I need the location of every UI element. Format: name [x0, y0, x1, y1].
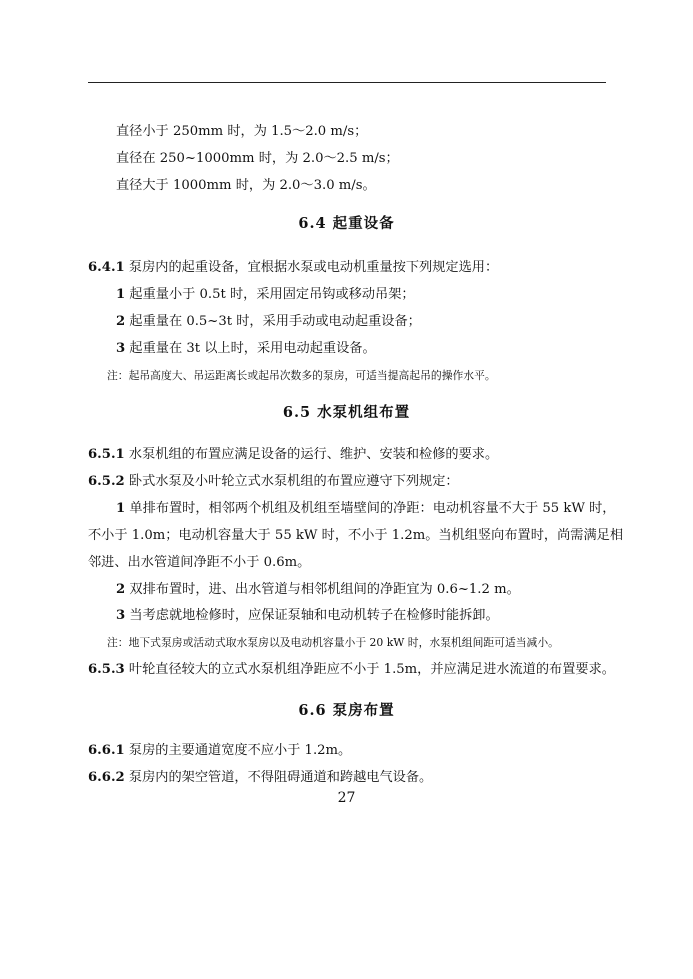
item-number: 2	[116, 582, 126, 597]
flow-speed-line-1: 直径小于 250mm 时，为 1.5～2.0 m/s；	[116, 124, 368, 139]
list-item	[116, 607, 499, 625]
item-text: 双排布置时，进、出水管道与相邻机组间的净距宜为 0.6~1.2 m。	[129, 582, 520, 597]
list-item	[116, 340, 376, 358]
list-item	[116, 581, 520, 599]
header-rule	[88, 82, 606, 83]
clause-6-6-2	[88, 769, 432, 787]
note-6-4: 注：起吊高度大、吊运距离长或起吊次数多的泵房，可适当提高起吊的操作水平。	[107, 369, 496, 382]
clause-text: 卧式水泵及小叶轮立式水泵机组的布置应遵守下列规定：	[128, 474, 459, 489]
list-item-continuation: 邻进、出水管道间净距不小于 0.6m。	[88, 555, 311, 570]
item-text: 起重量在 3t 以上时，采用电动起重设备。	[129, 341, 376, 356]
item-number: 1	[116, 287, 126, 302]
clause-number: 6.5.1	[88, 447, 125, 462]
item-number: 1	[116, 501, 126, 516]
clause-6-5-1	[88, 446, 498, 464]
flow-speed-line-2: 直径在 250~1000mm 时，为 2.0～2.5 m/s；	[116, 151, 399, 166]
clause-text: 泵房内的架空管道，不得阻碍通道和跨越电气设备。	[128, 770, 433, 785]
clause-6-5-3	[88, 661, 615, 679]
flow-speed-line-3: 直径大于 1000mm 时，为 2.0～3.0 m/s。	[116, 178, 376, 193]
item-number: 2	[116, 314, 126, 329]
clause-text: 泵房内的起重设备，宜根据水泵或电动机重量按下列规定选用：	[128, 260, 499, 275]
clause-number: 6.5.3	[88, 662, 125, 677]
clause-number: 6.4.1	[88, 260, 125, 275]
clause-text: 泵房的主要通道宽度不应小于 1.2m。	[128, 743, 352, 758]
list-item	[116, 313, 421, 331]
section-heading-6-4: 6.4 起重设备	[298, 215, 395, 232]
list-item	[116, 286, 415, 304]
clause-6-5-2	[88, 473, 459, 491]
item-text: 起重量在 0.5~3t 时，采用手动或电动起重设备；	[129, 314, 421, 329]
page-number: 27	[337, 790, 356, 806]
section-heading-6-6: 6.6 泵房布置	[298, 702, 395, 719]
list-item	[116, 500, 615, 518]
clause-number: 6.6.1	[88, 743, 125, 758]
item-text: 当考虑就地检修时，应保证泵轴和电动机转子在检修时能拆卸。	[129, 608, 499, 623]
item-text: 起重量小于 0.5t 时，采用固定吊钩或移动吊架；	[129, 287, 415, 302]
clause-text: 水泵机组的布置应满足设备的运行、维护、安装和检修的要求。	[128, 447, 499, 462]
clause-text: 叶轮直径较大的立式水泵机组净距应不小于 1.5m，并应满足进水流道的布置要求。	[128, 662, 615, 677]
item-text: 单排布置时，相邻两个机组及机组至墙壁间的净距：电动机容量不大于 55 kW 时，	[129, 501, 616, 516]
clause-6-4-1	[88, 259, 498, 277]
note-6-5: 注：地下式泵房或活动式取水泵房以及电动机容量小于 20 kW 时，水泵机组间距可适当减小。	[107, 636, 559, 649]
item-number: 3	[116, 341, 126, 356]
clause-6-6-1	[88, 742, 351, 760]
clause-number: 6.6.2	[88, 770, 125, 785]
item-number: 3	[116, 608, 126, 623]
list-item-continuation: 不小于 1.0m；电动机容量大于 55 kW 时，不小于 1.2m。当机组竖向布置时，尚需满足相	[88, 528, 624, 543]
section-heading-6-5: 6.5 水泵机组布置	[282, 404, 411, 421]
clause-number: 6.5.2	[88, 474, 125, 489]
